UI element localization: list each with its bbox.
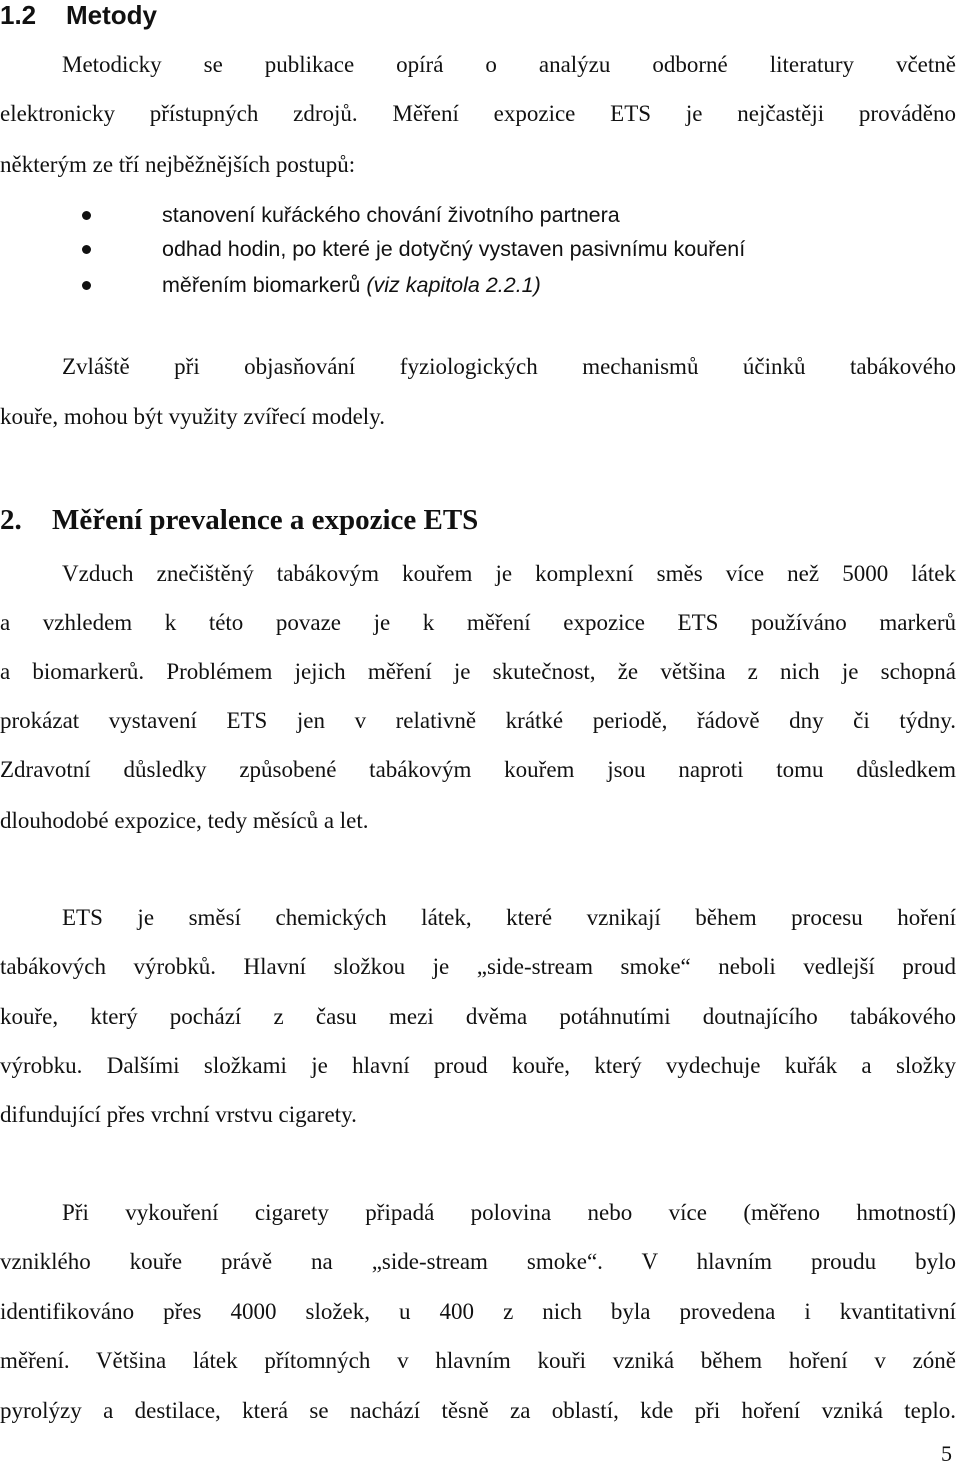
paragraph-line: identifikováno přes 4000 složek, u 400 z nich byla provedena i kvantitativní	[0, 1299, 956, 1324]
paragraph-line: vzniklého kouře právě na „side-stream smoke“. V hlavním proudu bylo	[0, 1249, 956, 1274]
list-item-text: stanovení kuřáckého chování životního partnera	[162, 203, 620, 227]
paragraph-line: kouře, který pochází z času mezi dvěma potáhnutími doutnajícího tabákového	[0, 1004, 956, 1029]
section-heading-2	[0, 500, 478, 540]
paragraph-line: difundující přes vrchní vrstvu cigarety.	[0, 1102, 357, 1127]
list-item-text: odhad hodin, po které je dotyčný vystaven pasivnímu kouření	[162, 237, 746, 261]
paragraph-line: elektronicky přístupných zdrojů. Měření expozice ETS je nejčastěji prováděno	[0, 101, 956, 126]
paragraph-line: Zdravotní důsledky způsobené tabákovým kouřem jsou naproti tomu důsledkem	[0, 757, 956, 782]
paragraph-line: Metodicky se publikace opírá o analýzu odborné literatury včetně	[62, 52, 956, 77]
section-title: Metody	[66, 0, 157, 30]
paragraph-line: a vzhledem k této povaze je k měření expozice ETS používáno markerů	[0, 610, 956, 635]
paragraph-line: některým ze tří nejběžnějších postupů:	[0, 152, 356, 177]
paragraph-line: Zvláště při objasňování fyziologických mechanismů účinků tabákového	[62, 354, 956, 379]
bullet-icon	[82, 281, 91, 290]
bullet-icon	[82, 245, 91, 254]
paragraph-line: prokázat vystavení ETS jen v relativně krátké periodě, řádově dny či týdny.	[0, 708, 956, 733]
paragraph-line: dlouhodobé expozice, tedy měsíců a let.	[0, 808, 369, 833]
paragraph-line: výrobku. Dalšími složkami je hlavní proud kouře, který vydechuje kuřák a složky	[0, 1053, 956, 1078]
section-number: 1.2	[0, 0, 37, 30]
page-number: 5	[941, 1441, 952, 1466]
paragraph-line: Vzduch znečištěný tabákovým kouřem je komplexní směs více než 5000 látek	[62, 561, 956, 586]
paragraph-line: tabákových výrobků. Hlavní složkou je „side-stream smoke“ neboli vedlejší proud	[0, 954, 956, 979]
cross-reference: (viz kapitola 2.2.1)	[366, 273, 541, 297]
section-title: Měření prevalence a expozice ETS	[52, 504, 479, 536]
paragraph-line: a biomarkerů. Problémem jejich měření je skutečnost, že většina z nich je schopná	[0, 659, 956, 684]
list-item-text	[162, 270, 541, 300]
paragraph-line: měření. Většina látek přítomných v hlavním kouři vzniká během hoření v zóně	[0, 1348, 956, 1373]
paragraph-line: Při vykouření cigarety připadá polovina nebo více (měřeno hmotností)	[62, 1200, 956, 1225]
list-item-main-text: měřením biomarkerů	[162, 273, 361, 297]
bullet-icon	[82, 211, 91, 220]
paragraph-line: ETS je směsí chemických látek, které vznikají během procesu hoření	[62, 905, 956, 930]
section-number: 2.	[0, 504, 22, 536]
paragraph-line: kouře, mohou být využity zvířecí modely.	[0, 404, 385, 429]
paragraph-line: pyrolýzy a destilace, která se nachází těsně za oblastí, kde při hoření vzniká teplo.	[0, 1398, 956, 1423]
section-heading-1-2	[0, 0, 157, 32]
